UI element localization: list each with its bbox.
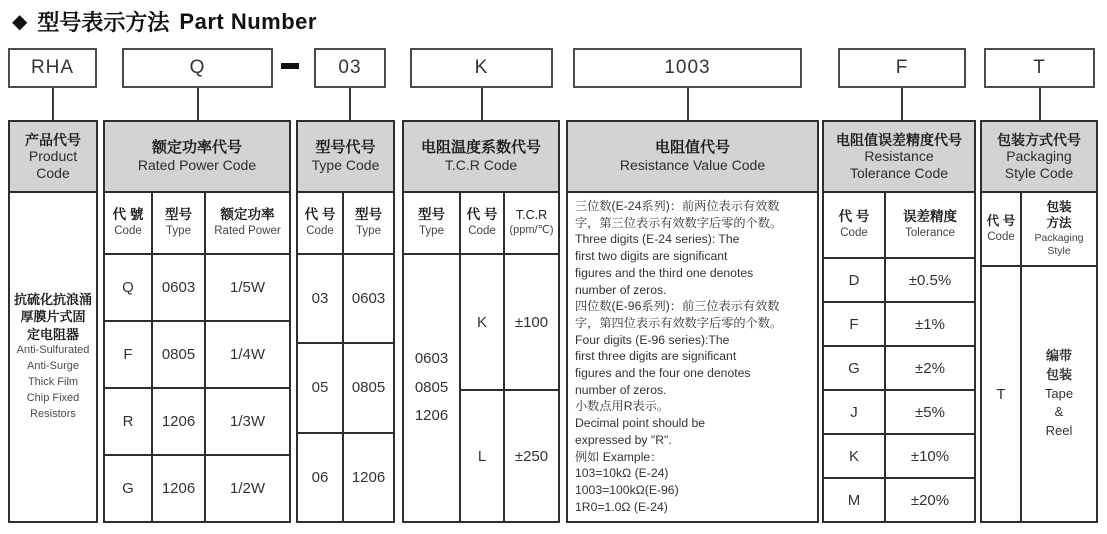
header-en: Code — [36, 164, 70, 181]
product-en-line: Thick Film — [27, 376, 79, 389]
product-en-line: Anti-Sulfurated — [16, 344, 90, 357]
description-line: 三位数(E-24系列)：前两位表示有效数 — [575, 199, 780, 213]
table-cell: 1206 — [153, 389, 204, 454]
table-cell: L — [461, 391, 503, 521]
column-tcr-code — [402, 120, 560, 523]
table-cell: ±0.5% — [886, 259, 974, 301]
header-en: Type Code — [311, 157, 380, 174]
column-packaging-code — [980, 120, 1098, 523]
table-cell: 1/4W — [206, 322, 289, 387]
style-line: & — [1054, 404, 1064, 420]
subheader-cell: 代 號 Code — [105, 193, 151, 253]
connector-line-product — [52, 88, 54, 120]
table-cell: 1/5W — [206, 255, 289, 320]
product-en-line: Anti-Surge — [27, 360, 79, 373]
table-cell: ±2% — [886, 347, 974, 389]
column-type-code — [296, 120, 395, 523]
table-cell: 0805 — [153, 322, 204, 387]
subheader-cell: 包装 方法 Packaging Style — [1022, 193, 1096, 265]
tcr-type-list — [404, 255, 459, 521]
description-line: first three digits are significant — [575, 349, 737, 364]
page-title — [12, 6, 317, 37]
column-resistance-value-code — [566, 120, 819, 523]
header-zh: 额定功率代号 — [151, 139, 242, 157]
packaging-style-cell — [1022, 267, 1096, 521]
pn-box-tcr: K — [410, 48, 553, 88]
style-line: Reel — [1045, 423, 1073, 439]
pn-box-packaging: T — [984, 48, 1095, 88]
table-cell: K — [461, 255, 503, 389]
header-zh: 电阻值误差精度代号 — [836, 131, 962, 148]
table-cell: D — [824, 259, 884, 301]
column-header-tolerance — [824, 122, 974, 193]
table-cell: 1/3W — [206, 389, 289, 454]
header-en: Tolerance Code — [849, 164, 949, 181]
pn-box-resistance-value: 1003 — [573, 48, 802, 88]
table-cell: 0603 — [344, 255, 393, 342]
description-line: 四位数(E-96系列)：前三位表示有效数 — [575, 299, 780, 314]
product-zh-line: 厚膜片式固 — [20, 309, 86, 325]
description-line: 字，第三位表示有效数字后零的个数。 — [575, 215, 783, 230]
page-title-en: Part Number — [179, 8, 317, 34]
table-cell: J — [824, 391, 884, 433]
pn-box-tolerance: F — [838, 48, 966, 88]
column-header-type — [298, 122, 393, 193]
table-cell: G — [824, 347, 884, 389]
header-en: Resistance — [864, 148, 934, 165]
table-cell: ±5% — [886, 391, 974, 433]
header-zh: 包装方式代号 — [997, 131, 1081, 148]
subheader-cell: 代 号 Code — [461, 193, 503, 253]
table-cell: T — [982, 267, 1020, 521]
table-cell: 06 — [298, 434, 342, 521]
table-cell: ±20% — [886, 479, 974, 521]
connector-line-type — [349, 88, 351, 120]
table-cell: 1/2W — [206, 456, 289, 521]
table-cell: ±1% — [886, 303, 974, 345]
connector-line-tcr — [481, 88, 483, 120]
product-en-line: Chip Fixed — [26, 392, 80, 405]
table-cell: 05 — [298, 344, 342, 431]
header-zh: 电阻值代号 — [654, 139, 730, 157]
subheader-cell: 代 号 Code — [824, 193, 884, 257]
tcr-type-value: 0805 — [414, 378, 449, 396]
connector-line-packaging — [1039, 88, 1041, 120]
description-line: 例如 Example： — [575, 449, 663, 464]
table-cell: 1206 — [153, 456, 204, 521]
header-zh: 型号代号 — [315, 139, 376, 157]
connector-line-rated-power — [197, 88, 199, 120]
product-description — [10, 193, 96, 521]
product-zh-line: 抗硫化抗浪涌 — [13, 291, 92, 307]
tcr-type-value: 0603 — [414, 350, 449, 368]
connector-line-resistance-value — [687, 88, 689, 120]
subheader-cell: 型号 Type — [153, 193, 204, 253]
pn-separator-dash — [281, 63, 299, 69]
description-line: Decimal point should be — [575, 416, 706, 431]
description-line: first two digits are significant — [575, 249, 728, 264]
subheader-cell: 代 号 Code — [298, 193, 342, 253]
subheader-cell: 型号 Type — [404, 193, 459, 253]
description-line: 字，第四位表示有效数字后零的个数。 — [575, 315, 783, 330]
subheader-cell: T.C.R (ppm/℃) — [505, 193, 558, 253]
table-cell: G — [105, 456, 151, 521]
description-line: 1R0=1.0Ω (E-24) — [575, 499, 668, 514]
table-cell: M — [824, 479, 884, 521]
table-cell: 03 — [298, 255, 342, 342]
column-tolerance-code — [822, 120, 976, 523]
table-cell: ±250 — [505, 391, 558, 521]
header-en: Resistance Value Code — [619, 157, 766, 174]
connector-line-tolerance — [901, 88, 903, 120]
header-zh: 产品代号 — [25, 131, 81, 148]
description-line: number of zeros. — [575, 282, 667, 297]
tcr-type-value: 1206 — [414, 407, 449, 425]
subheader-cell: 代 号 Code — [982, 193, 1020, 265]
diamond-icon: ◆ — [12, 11, 28, 33]
style-line: 包装 — [1045, 366, 1072, 382]
description-line: 1003=100kΩ(E-96) — [575, 482, 679, 497]
table-cell: 0603 — [153, 255, 204, 320]
description-line: expressed by "R". — [575, 432, 672, 447]
header-zh: 电阻温度系数代号 — [420, 139, 541, 157]
table-cell: F — [824, 303, 884, 345]
resistance-value-description — [568, 193, 817, 521]
subheader-cell: 误差精度 Tolerance — [886, 193, 974, 257]
table-cell: K — [824, 435, 884, 477]
pn-box-type: 03 — [314, 48, 386, 88]
table-cell: R — [105, 389, 151, 454]
product-zh-line: 定电阻器 — [26, 326, 79, 342]
style-line: 编带 — [1045, 347, 1072, 363]
description-line: Three digits (E-24 series): The — [575, 232, 740, 247]
column-header-resistance-value — [568, 122, 817, 193]
subheader-cell: 型号 Type — [344, 193, 393, 253]
column-header-packaging — [982, 122, 1096, 193]
header-en: Product — [28, 148, 78, 165]
table-cell: ±100 — [505, 255, 558, 389]
description-line: figures and the third one denotes — [575, 265, 754, 280]
column-header-tcr — [404, 122, 558, 193]
subheader-cell: 额定功率 Rated Power — [206, 193, 289, 253]
pn-box-product: RHA — [8, 48, 97, 88]
column-rated-power-code — [103, 120, 291, 523]
table-cell: F — [105, 322, 151, 387]
description-line: 小数点用R表示。 — [575, 399, 670, 414]
column-product-code — [8, 120, 98, 523]
header-en: Packaging — [1006, 148, 1072, 165]
table-cell: 0805 — [344, 344, 393, 431]
style-line: Tape — [1044, 385, 1074, 401]
description-line: number of zeros. — [575, 382, 667, 397]
header-en: T.C.R Code — [444, 157, 518, 174]
product-en-line: Resistors — [30, 408, 76, 421]
column-header-rated-power — [105, 122, 289, 193]
description-line: figures and the four one denotes — [575, 366, 751, 381]
table-cell: ±10% — [886, 435, 974, 477]
table-cell: 1206 — [344, 434, 393, 521]
header-en: Rated Power Code — [137, 157, 257, 174]
description-line: Four digits (E-96 series):The — [575, 332, 730, 347]
pn-box-rated-power: Q — [122, 48, 273, 88]
page-title-zh: 型号表示方法 — [37, 10, 170, 35]
description-line: 103=10kΩ (E-24) — [575, 466, 669, 481]
table-cell: Q — [105, 255, 151, 320]
header-en: Style Code — [1004, 164, 1074, 181]
column-header-product — [10, 122, 96, 193]
